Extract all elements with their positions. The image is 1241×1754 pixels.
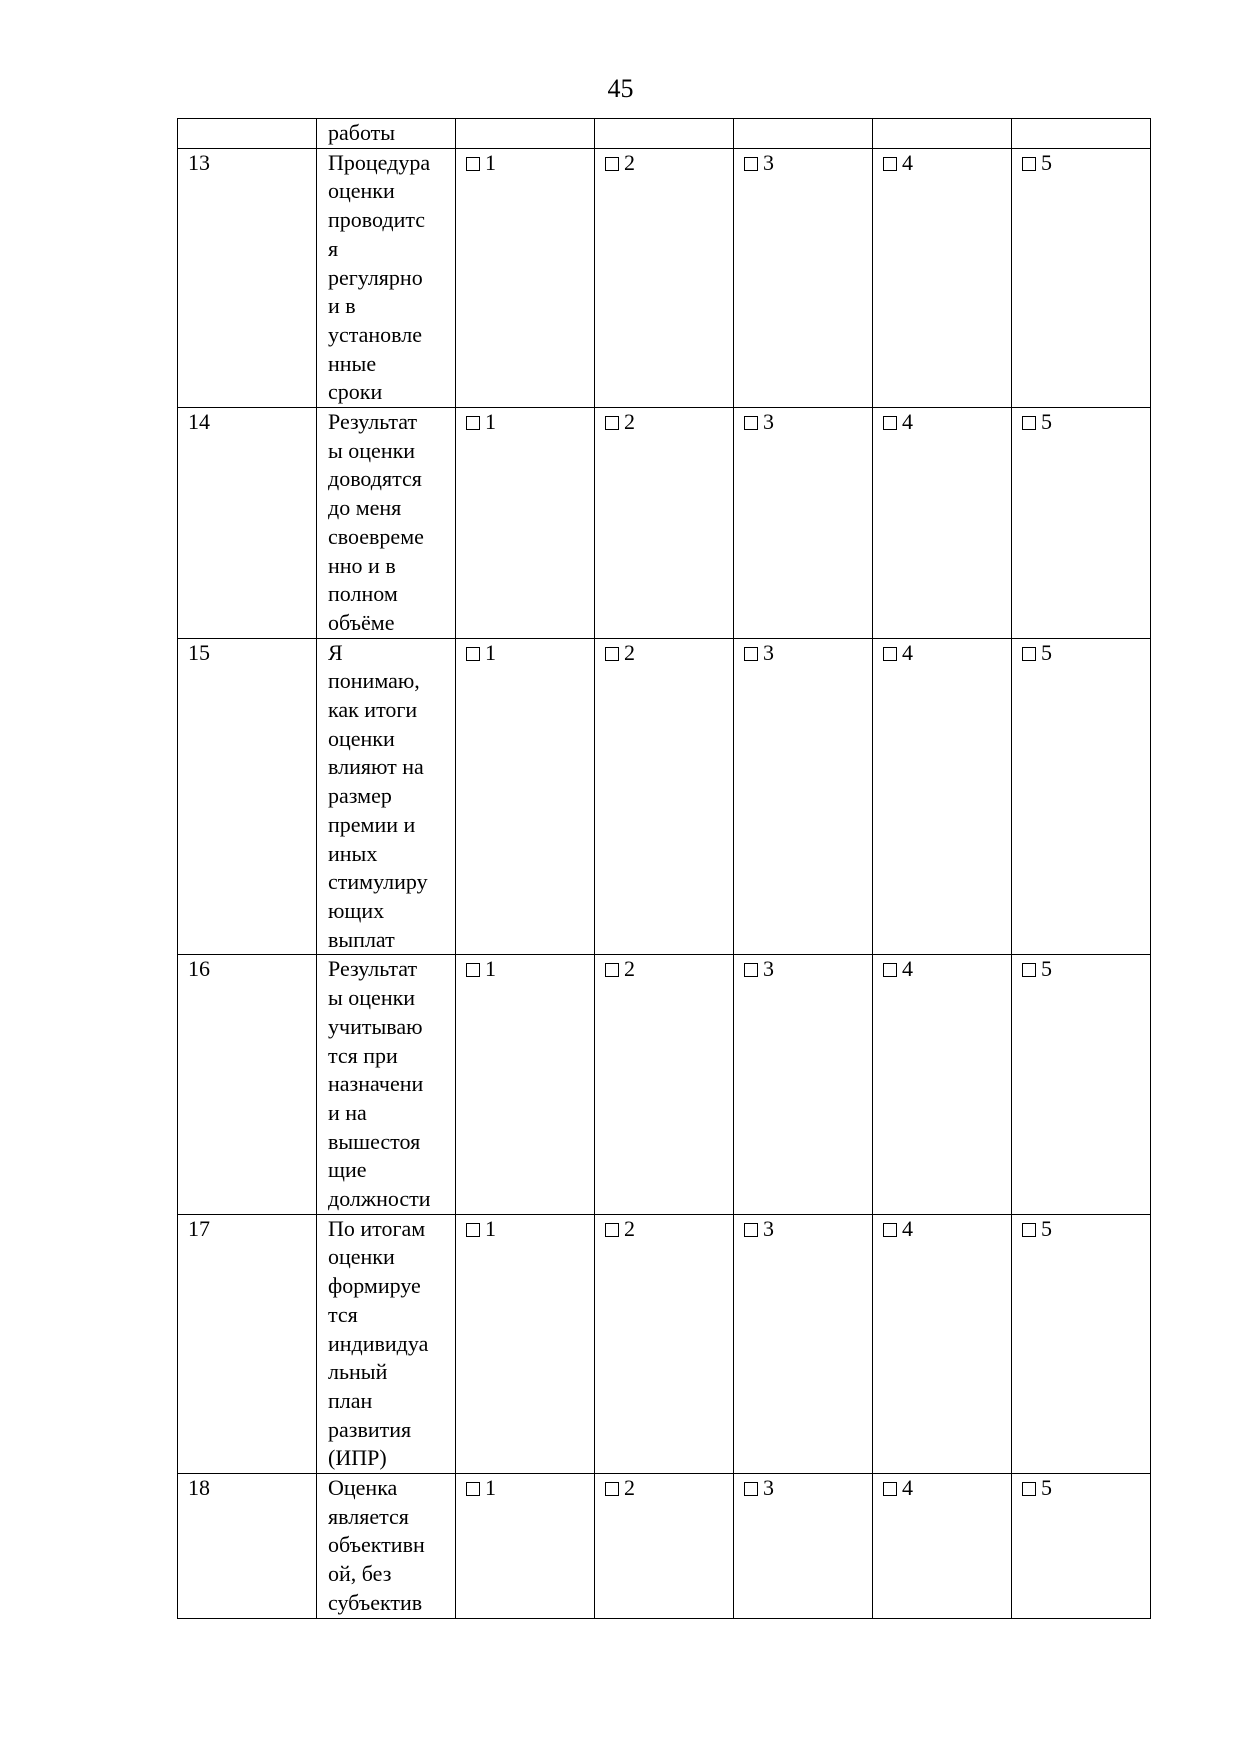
checkbox-icon[interactable] <box>1022 416 1036 430</box>
rating-option-label: 3 <box>763 1475 774 1501</box>
rating-option-cell <box>1012 638 1151 955</box>
question-number: 14 <box>188 409 210 435</box>
rating-option-label: 4 <box>902 1475 913 1501</box>
statement-line: стимулиру <box>328 869 428 895</box>
checkbox-icon[interactable] <box>466 157 480 171</box>
checkbox-icon[interactable] <box>466 416 480 430</box>
statement-line: объективн <box>328 1532 425 1558</box>
rating-option-cell <box>873 148 1012 407</box>
statement-cell-continuation <box>317 119 456 149</box>
statement-line: (ИПР) <box>328 1445 387 1471</box>
checkbox-icon[interactable] <box>605 1223 619 1237</box>
checkbox-icon[interactable] <box>883 157 897 171</box>
statement-line: премии и <box>328 811 416 837</box>
statement-line: влияют на <box>328 754 424 780</box>
statement-line: Результат <box>328 409 418 435</box>
question-number: 16 <box>188 956 210 982</box>
question-number-cell <box>178 408 317 639</box>
question-number-cell <box>178 638 317 955</box>
question-number-cell <box>178 1474 317 1619</box>
option-cell-empty <box>734 119 873 149</box>
number-cell-empty <box>178 119 317 149</box>
statement-cell <box>317 1214 456 1473</box>
rating-option-label: 2 <box>624 1215 635 1241</box>
rating-option-cell <box>456 1214 595 1473</box>
table-row <box>178 1214 1151 1473</box>
statement-line: ой, без <box>328 1561 392 1587</box>
rating-option-cell <box>873 638 1012 955</box>
option-cell-empty <box>456 119 595 149</box>
statement-line: нно и в <box>328 552 396 578</box>
statement-line: должности <box>328 1186 431 1212</box>
rating-option-cell <box>456 638 595 955</box>
rating-option-label: 4 <box>902 956 913 982</box>
rating-option-label: 4 <box>902 409 913 435</box>
survey-table <box>177 118 1151 1619</box>
rating-option-cell <box>734 1214 873 1473</box>
rating-option-cell <box>873 1474 1012 1619</box>
question-number-cell <box>178 955 317 1214</box>
checkbox-icon[interactable] <box>744 416 758 430</box>
statement-line: выплат <box>328 926 395 952</box>
statement-line: до меня <box>328 495 402 521</box>
rating-option-cell <box>595 1214 734 1473</box>
statement-line: тся при <box>328 1042 398 1068</box>
rating-option-label: 5 <box>1041 149 1052 175</box>
statement-line: вышестоя <box>328 1128 421 1154</box>
statement-line: Процедура <box>328 149 431 175</box>
rating-option-cell <box>595 638 734 955</box>
statement-cell <box>317 408 456 639</box>
rating-option-label: 3 <box>763 149 774 175</box>
rating-option-cell <box>595 148 734 407</box>
checkbox-icon[interactable] <box>744 963 758 977</box>
rating-option-label: 3 <box>763 956 774 982</box>
statement-line: По итогам <box>328 1215 426 1241</box>
checkbox-icon[interactable] <box>883 416 897 430</box>
checkbox-icon[interactable] <box>466 963 480 977</box>
rating-option-label: 2 <box>624 639 635 665</box>
rating-option-label: 1 <box>485 639 496 665</box>
rating-option-cell <box>456 1474 595 1619</box>
checkbox-icon[interactable] <box>883 1482 897 1496</box>
statement-line: понимаю, <box>328 668 420 694</box>
checkbox-icon[interactable] <box>1022 157 1036 171</box>
rating-option-label: 4 <box>902 149 913 175</box>
rating-option-label: 5 <box>1041 639 1052 665</box>
statement-line: как итоги <box>328 697 418 723</box>
checkbox-icon[interactable] <box>605 647 619 661</box>
statement-line: Я <box>328 639 343 665</box>
checkbox-icon[interactable] <box>883 647 897 661</box>
statement-cell <box>317 955 456 1214</box>
checkbox-icon[interactable] <box>1022 647 1036 661</box>
statement-line: своевреме <box>328 523 424 549</box>
rating-option-cell <box>1012 148 1151 407</box>
statement-line: сроки <box>328 379 383 405</box>
checkbox-icon[interactable] <box>466 1482 480 1496</box>
rating-option-cell <box>873 955 1012 1214</box>
checkbox-icon[interactable] <box>605 1482 619 1496</box>
checkbox-icon[interactable] <box>744 157 758 171</box>
statement-cell <box>317 638 456 955</box>
statement-line: план <box>328 1387 373 1413</box>
rating-option-cell <box>595 955 734 1214</box>
statement-cell <box>317 1474 456 1619</box>
statement-line: назначени <box>328 1071 424 1097</box>
rating-option-label: 2 <box>624 1475 635 1501</box>
table-row <box>178 408 1151 639</box>
statement-line: проводитс <box>328 207 425 233</box>
rating-option-cell <box>1012 1474 1151 1619</box>
checkbox-icon[interactable] <box>744 1223 758 1237</box>
statement-line: нные <box>328 350 377 376</box>
statement-line: оценки <box>328 1244 395 1270</box>
rating-option-label: 4 <box>902 639 913 665</box>
rating-option-label: 1 <box>485 1475 496 1501</box>
option-cell-empty <box>1012 119 1151 149</box>
rating-option-label: 5 <box>1041 956 1052 982</box>
rating-option-cell <box>873 1214 1012 1473</box>
statement-line: тся <box>328 1301 358 1327</box>
statement-line: формируе <box>328 1273 421 1299</box>
question-number: 17 <box>188 1215 210 1241</box>
table-row <box>178 955 1151 1214</box>
statement-line: регулярно <box>328 264 423 290</box>
rating-option-cell <box>1012 408 1151 639</box>
rating-option-cell <box>456 408 595 639</box>
checkbox-icon[interactable] <box>744 1482 758 1496</box>
checkbox-icon[interactable] <box>744 647 758 661</box>
rating-option-cell <box>734 955 873 1214</box>
rating-option-cell <box>1012 1214 1151 1473</box>
table-row-continuation <box>178 119 1151 149</box>
rating-option-cell <box>734 638 873 955</box>
checkbox-icon[interactable] <box>1022 1482 1036 1496</box>
rating-option-label: 3 <box>763 639 774 665</box>
rating-option-cell <box>456 148 595 407</box>
rating-option-label: 3 <box>763 409 774 435</box>
statement-cell <box>317 148 456 407</box>
question-number-cell <box>178 148 317 407</box>
statement-line: размер <box>328 783 392 809</box>
statement-line: и в <box>328 293 356 319</box>
rating-option-cell <box>734 148 873 407</box>
checkbox-icon[interactable] <box>466 647 480 661</box>
checkbox-icon[interactable] <box>605 963 619 977</box>
checkbox-icon[interactable] <box>1022 963 1036 977</box>
rating-option-label: 4 <box>902 1215 913 1241</box>
rating-option-label: 5 <box>1041 1215 1052 1241</box>
statement-line: объёме <box>328 609 395 635</box>
rating-option-label: 5 <box>1041 1475 1052 1501</box>
statement-line: индивидуа <box>328 1330 429 1356</box>
statement-line: Результат <box>328 956 418 982</box>
page-number: 45 <box>607 74 634 103</box>
statement-line: развития <box>328 1416 412 1442</box>
statement-line: иных <box>328 840 378 866</box>
rating-option-cell <box>873 408 1012 639</box>
rating-option-label: 1 <box>485 149 496 175</box>
rating-option-cell <box>734 408 873 639</box>
checkbox-icon[interactable] <box>1022 1223 1036 1237</box>
checkbox-icon[interactable] <box>466 1223 480 1237</box>
rating-option-label: 2 <box>624 956 635 982</box>
statement-line: оценки <box>328 725 395 751</box>
rating-option-label: 1 <box>485 956 496 982</box>
statement-line: ы оценки <box>328 985 416 1011</box>
rating-option-label: 2 <box>624 409 635 435</box>
checkbox-icon[interactable] <box>605 157 619 171</box>
statement-line: я <box>328 235 339 261</box>
survey-table-body <box>178 119 1151 1619</box>
statement-line: щие <box>328 1157 367 1183</box>
rating-option-label: 1 <box>485 409 496 435</box>
rating-option-label: 2 <box>624 149 635 175</box>
statement-continuation-text: работы <box>328 120 396 145</box>
statement-line: доводятся <box>328 466 422 492</box>
checkbox-icon[interactable] <box>883 1223 897 1237</box>
table-row <box>178 638 1151 955</box>
statement-line: ющих <box>328 897 385 923</box>
checkbox-icon[interactable] <box>883 963 897 977</box>
statement-line: учитываю <box>328 1013 423 1039</box>
rating-option-label: 3 <box>763 1215 774 1241</box>
option-cell-empty <box>595 119 734 149</box>
statement-line: льный <box>328 1359 388 1385</box>
statement-line: Оценка <box>328 1475 398 1501</box>
statement-line: является <box>328 1503 409 1529</box>
statement-line: субъектив <box>328 1589 423 1615</box>
checkbox-icon[interactable] <box>605 416 619 430</box>
statement-line: и на <box>328 1099 367 1125</box>
question-number: 18 <box>188 1475 210 1501</box>
statement-line: полном <box>328 581 398 607</box>
question-number: 13 <box>188 149 210 175</box>
rating-option-cell <box>595 1474 734 1619</box>
table-row <box>178 148 1151 407</box>
rating-option-cell <box>595 408 734 639</box>
question-number: 15 <box>188 639 210 665</box>
option-cell-empty <box>873 119 1012 149</box>
question-number-cell <box>178 1214 317 1473</box>
rating-option-cell <box>1012 955 1151 1214</box>
statement-line: оценки <box>328 178 395 204</box>
statement-line: установле <box>328 321 423 347</box>
rating-option-label: 1 <box>485 1215 496 1241</box>
table-row <box>178 1474 1151 1619</box>
rating-option-label: 5 <box>1041 409 1052 435</box>
rating-option-cell <box>456 955 595 1214</box>
rating-option-cell <box>734 1474 873 1619</box>
statement-line: ы оценки <box>328 437 416 463</box>
